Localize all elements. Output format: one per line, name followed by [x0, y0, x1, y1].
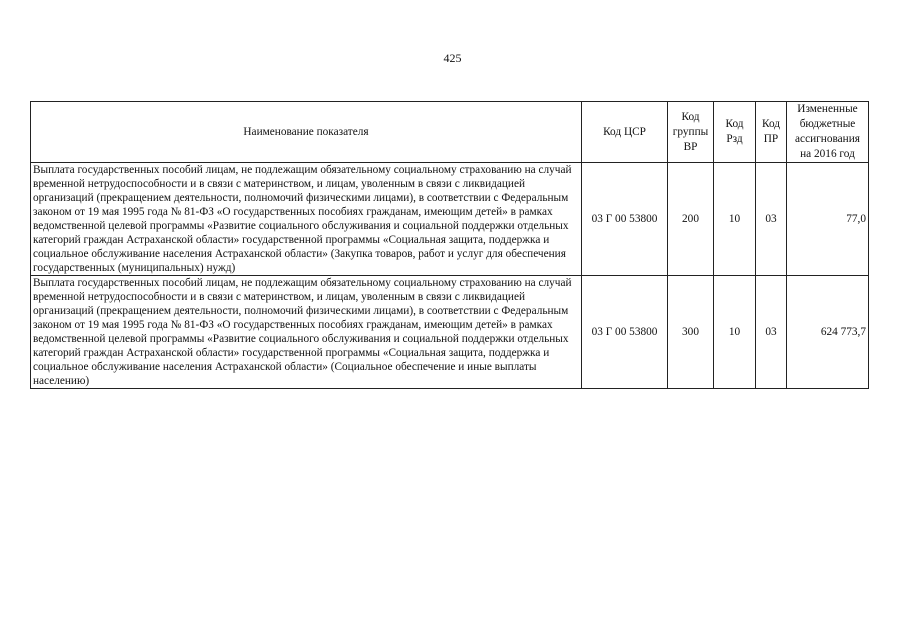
table-row [31, 276, 869, 389]
row-csr: 03 Г 00 53800 [582, 276, 668, 389]
row-rzd: 10 [714, 163, 756, 276]
page-number: 425 [443, 51, 462, 65]
header-rzd: Код Рзд [714, 102, 756, 163]
row-pr: 03 [756, 163, 787, 276]
row-amount: 624 773,7 [787, 276, 869, 389]
header-pr: Код ПР [756, 102, 787, 163]
row-name: Выплата государственных пособий лицам, не подлежащим обязательному социальному страхованию на случай временной нетрудоспособности и в связи с материнством, и лицам, уволенным в связи с ликвидацией организаций (прекращением деятельности, полномочий физическими лицами), в соответствии с Федеральным законом от 19 мая 1995 года № 81-ФЗ «О государственных пособиях гражданам, имеющим детей» в рамках ведомственной целевой программы «Развитие социального обслуживания и социальной поддержки отдельных категорий граждан Астраханской области» государственной программы «Социальная защита, поддержка и социальное обслуживание населения Астраханской области» (Социальное обеспечение и иные выплаты населению) [31, 276, 582, 389]
table-header-row [31, 102, 869, 163]
row-csr: 03 Г 00 53800 [582, 163, 668, 276]
header-name: Наименование показателя [31, 102, 582, 163]
header-vr: Код группы ВР [668, 102, 714, 163]
row-name: Выплата государственных пособий лицам, не подлежащим обязательному социальному страхованию на случай временной нетрудоспособности и в связи с материнством, и лицам, уволенным в связи с ликвидацией организаций (прекращением деятельности, полномочий физическими лицами), в соответствии с Федеральным законом от 19 мая 1995 года № 81-ФЗ «О государственных пособиях гражданам, имеющим детей» в рамках ведомственной целевой программы «Развитие социального обслуживания и социальной поддержки отдельных категорий граждан Астраханской области» государственной программы «Социальная защита, поддержка и социальное обслуживание населения Астраханской области» (Закупка товаров, работ и услуг для обеспечения государственных (муниципальных) нужд) [31, 163, 582, 276]
table-row [31, 163, 869, 276]
row-vr: 300 [668, 276, 714, 389]
row-amount: 77,0 [787, 163, 869, 276]
header-amount: Измененные бюджетные ассигнования на 2016 год [787, 102, 869, 163]
row-vr: 200 [668, 163, 714, 276]
row-pr: 03 [756, 276, 787, 389]
header-csr: Код ЦСР [582, 102, 668, 163]
budget-table [30, 101, 869, 389]
row-rzd: 10 [714, 276, 756, 389]
